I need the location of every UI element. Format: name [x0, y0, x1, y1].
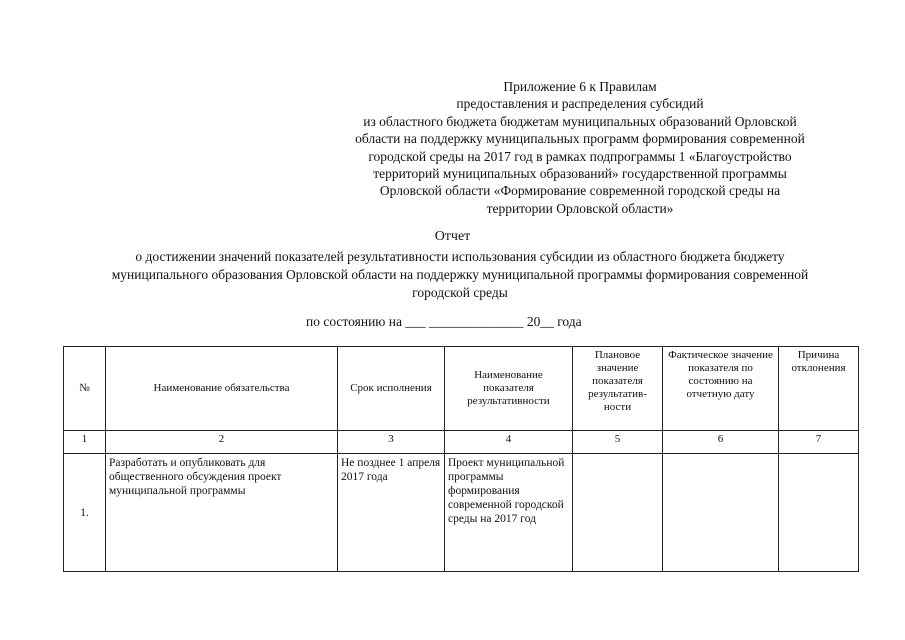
deviation-reason-cell — [779, 454, 859, 572]
appendix-header — [300, 78, 860, 217]
appendix-line: Орловской области «Формирование современной городской среды на — [379, 183, 781, 199]
appendix-line: территории Орловской области» — [486, 200, 674, 216]
report-subtitle-line: муниципального образования Орловской области на поддержку муниципальной программы формирования современной — [111, 267, 809, 282]
header-indicator: Наименование показателя результативности — [445, 347, 573, 431]
report-subtitle-line: о достижении значений показателей результативности использования субсидии из областного бюджета бюджету — [135, 249, 785, 264]
appendix-line: предоставления и распределения субсидий — [456, 96, 704, 112]
header-number: № — [64, 347, 106, 431]
column-number: 5 — [573, 431, 663, 454]
obligation-cell: Разработать и опубликовать для общественного обсуждения проект муниципальной программы — [106, 454, 338, 572]
column-number: 4 — [445, 431, 573, 454]
column-number: 2 — [106, 431, 338, 454]
appendix-line: территорий муниципальных образований» государственной программы — [373, 166, 787, 182]
table-header-row — [64, 347, 859, 431]
header-planned-value: Плановое значение показателя результатив-ности — [573, 347, 663, 431]
report-subtitle — [40, 248, 880, 302]
appendix-line: городской среды на 2017 год в рамках подпрограммы 1 «Благоустройство — [368, 148, 792, 164]
column-number: 7 — [779, 431, 859, 454]
appendix-line: Приложение 6 к Правилам — [503, 79, 657, 94]
appendix-line: области на поддержку муниципальных программ формирования современной — [355, 131, 805, 147]
column-number: 3 — [338, 431, 445, 454]
deadline-cell: Не позднее 1 апреля 2017 года — [338, 454, 445, 572]
appendix-line: из областного бюджета бюджетам муниципальных образований Орловской — [363, 113, 797, 129]
report-subtitle-line: городской среды — [412, 285, 508, 300]
indicator-cell: Проект муниципальной программы формирования современной городской среды на 2017 год — [445, 454, 573, 572]
table-row — [64, 454, 859, 572]
header-obligation: Наименование обязательства — [106, 347, 338, 431]
header-deadline: Срок исполнения — [338, 347, 445, 431]
report-table — [63, 346, 859, 572]
as-of-date-line: по состоянию на ___ ______________ 20__ года — [306, 314, 582, 329]
actual-value-cell — [663, 454, 779, 572]
header-actual-value: Фактическое значение показателя по состоянию на отчетную дату — [663, 347, 779, 431]
column-number-row — [64, 431, 859, 454]
column-number: 6 — [663, 431, 779, 454]
report-title: Отчет — [434, 229, 471, 244]
planned-value-cell — [573, 454, 663, 572]
header-deviation-reason: Причина отклонения — [779, 347, 859, 431]
column-number: 1 — [64, 431, 106, 454]
row-number: 1. — [64, 454, 106, 572]
